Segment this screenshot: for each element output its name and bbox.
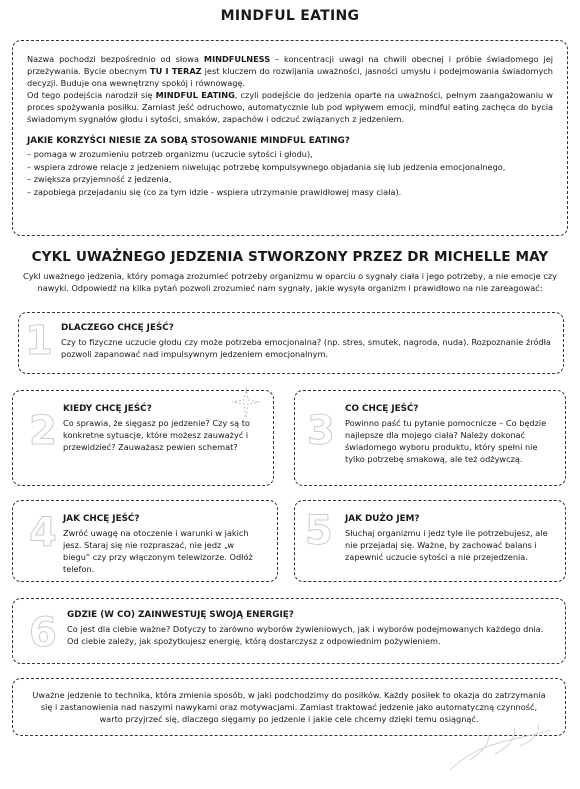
step-text: Co jest dla ciebie ważne? Dotyczy to zarówno wyborów żywieniowych, jak i wyborów podejmowanych każdego dnia. Od ciebie zależy, jak spożytkujesz energię, którą dostarczysz z odpowiednim pożywieniem. [67,624,544,646]
step-heading: DLACZEGO CHCĘ JEŚĆ? [61,323,174,333]
step-heading: GDZIE (W CO) ZAINWESTUJĘ SWOJĄ ENERGIĘ? [67,610,294,620]
benefit-item: – pomaga w zrozumieniu potrzeb organizmu (uczucie sytości i głodu), [27,148,553,161]
benefits-list [27,148,553,198]
step-number: 1 [25,318,53,364]
step-number: 6 [29,610,57,656]
step-heading: JAK CHCĘ JEŚĆ? [63,514,140,524]
step-3-box [294,390,566,486]
step-number: 3 [307,408,335,454]
leaf-decoration [440,720,560,780]
benefit-item: – zwiększa przyjemność z jedzenia, [27,173,553,186]
step-heading: CO CHCĘ JEŚĆ? [345,404,419,414]
step-text: Co sprawia, że sięgasz po jedzenie? Czy są to konkretne sytuacje, które możesz zauważyć i przewidzieć? Zauważasz pewien schemat? [63,418,250,452]
step-text: Czy to fizyczne uczucie głodu czy może potrzeba emocjonalna? (np. stres, smutek, nagroda, nuda). Rozpoznanie źródła pozwoli zapanować nad impulsywnym jedzeniem emocjonalnym. [61,337,551,359]
benefit-item: – zapobiega przejadaniu się (co za tym idzie - wspiera utrzymanie prawidłowej masy ciała). [27,186,553,199]
step-text: Zwróć uwagę na otoczenie i warunki w jakich jesz. Staraj się nie rozpraszać, nie jedz „w biegu” czy przy włączonym telewizorze. Odłóż telefon. [63,528,253,574]
step-number: 2 [29,408,57,454]
step-2-box [12,390,274,486]
step-number: 5 [305,508,333,554]
benefits-heading: JAKIE KORZYŚCI NIESIE ZA SOBĄ STOSOWANIE MINDFUL EATING? [27,136,350,146]
step-5-box [294,500,566,582]
outro-text: Uważne jedzenie to technika, która zmienia sposób, w jaki podchodzimy do posiłków. Każdy posiłek to okazja do zatrzymania się i zastanowienia nad naszymi nawykami oraz motywacjami. Zamiast traktować jedzenie jako automatyczną czynność, warto przyjrzeć się, dlaczego sięgamy po jedzenie i jakie cele chcemy dzięki temu osiągnąć. [32,690,546,724]
step-6-box [12,598,566,664]
benefit-item: – wspiera zdrowe relacje z jedzeniem niwelując potrzebę kompulsywnego objadania się lub jedzenia emocjonalnego, [27,161,553,174]
intro-box [12,40,568,236]
step-heading: JAK DUŻO JEM? [345,514,420,524]
step-4-box [12,500,278,582]
cycle-subtitle: Cykl uważnego jedzenia, który pomaga zrozumieć potrzeby organizmu w oparciu o sygnały ciała i jego potrzeby, a nie emocje czy nawyki. Odpowiedź na kilka pytań pozwoli zrozumieć nam sygnały, jakie wysyła organizm i prawidłowo na nie zareagować: [23,271,557,293]
step-1-box [18,312,564,374]
step-text: Słuchaj organizmu i jedz tyle ile potrzebujesz, ale nie przejadaj się. Ważne, by zachować balans i zapewnić uczucie sytości a nie przejedzenia. [345,528,548,562]
cycle-title: CYKL UWAŻNEGO JEDZENIA STWORZONY PRZEZ DR MICHELLE MAY [31,249,549,265]
step-text: Powinno paść tu pytanie pomocnicze – Co będzie najlepsze dla mojego ciała? Należy dokonać świadomego wyboru produktu, który spełni nie tylko potrzebę smakową, ale też odżywczą. [345,418,547,464]
step-heading: KIEDY CHCĘ JEŚĆ? [63,404,152,414]
page-title: MINDFUL EATING [220,8,360,24]
intro-paragraph-2: Od tego podejścia narodził się MINDFUL EATING, czyli podejście do jedzenia oparte na uważności, pełnym zaangażowaniu w proces spożywania posiłku. Zamiast jeść odruchowo, automatycznie lub pod wpływem emocji, mindful eating zachęca do bycia świadomym sygnałów głodu i sytości, smaków, zapachów i odczuć związanych z jedzeniem. [27,90,553,124]
step-number: 4 [29,510,57,556]
intro-paragraph-1: Nazwa pochodzi bezpośrednio od słowa MINDFULNESS – koncentracji uwagi na chwili obecnej i próbie świadomego jej przeżywania. Bycie obecnym TU I TERAZ jest kluczem do rozwijania uważności, jasności umysłu i podejmowania świadomych decyzji. Buduje ona wewnętrzny spokój i równowagę. [27,54,554,88]
